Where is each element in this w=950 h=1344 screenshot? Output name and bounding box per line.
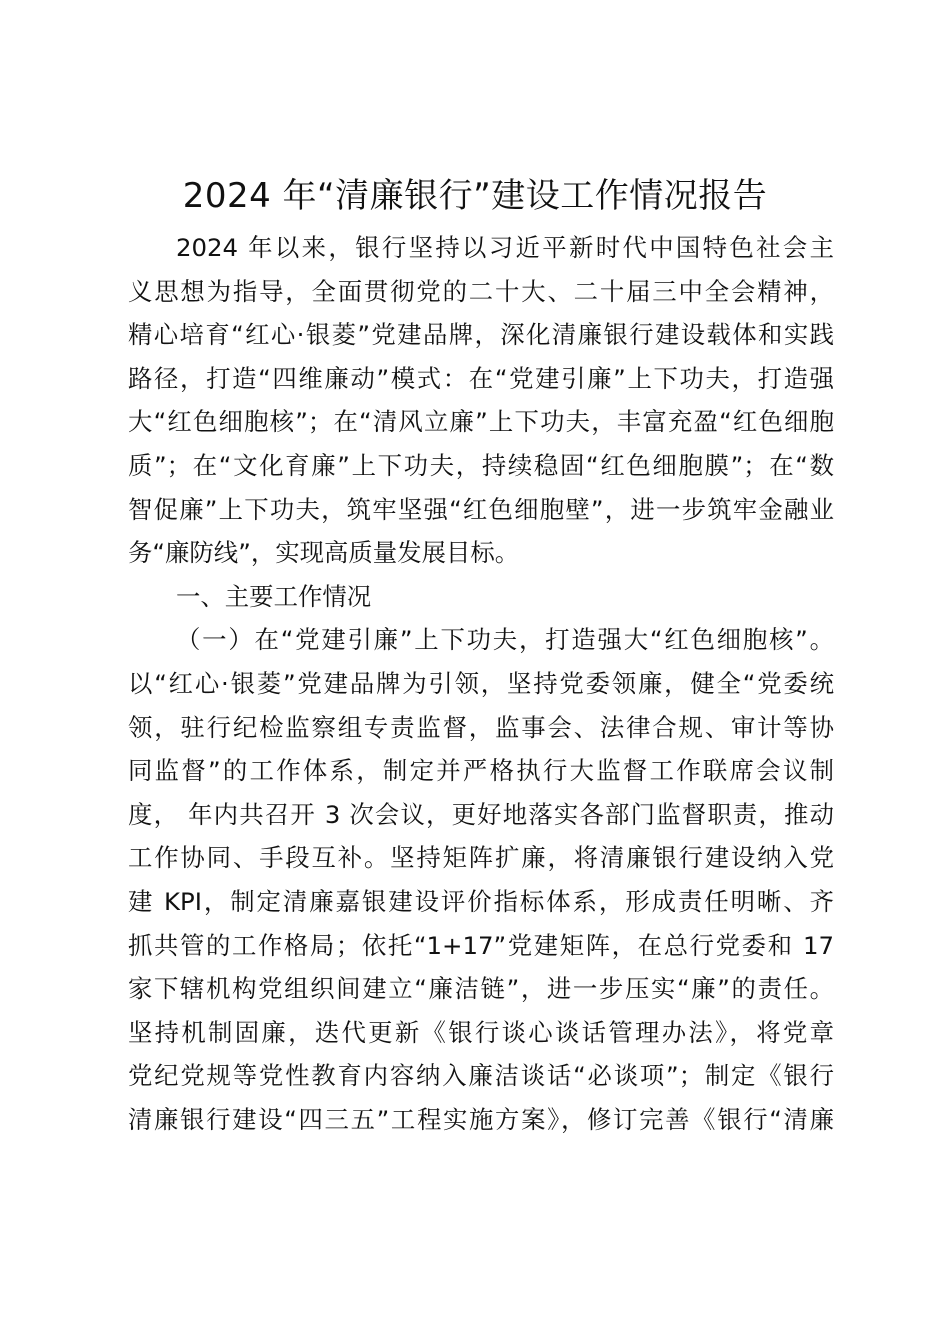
text-line: 智促廉”上下功夫，筑牢坚强“红色细胞壁”，进一步筑牢金融业 [128,494,834,524]
text-line: 2024 年以来，银行坚持以习近平新时代中国特色社会主 [176,233,834,262]
text-line: 领，驻行纪检监察组专责监督，监事会、法律合规、审计等协 [128,712,834,742]
text-line: 党纪党规等党性教育内容纳入廉洁谈话“必谈项”；制定《银行 [128,1061,834,1091]
text-line: 度， 年内共召开 3 次会议，更好地落实各部门监督职责，推动 [128,799,834,829]
document-body [128,226,834,1141]
text-line: 精心培育“红心·银菱”党建品牌，深化清廉银行建设载体和实践 [128,320,834,350]
text-line: 工作协同、手段互补。坚持矩阵扩廉，将清廉银行建设纳入党 [128,843,834,873]
text-line: 务“廉防线”，实现高质量发展目标。 [128,538,520,568]
text-line: 抓共管的工作格局；依托“1+17”党建矩阵，在总行党委和 17 [128,930,834,960]
text-line: 质”；在“文化育廉”上下功夫，持续稳固“红色细胞膜”；在“数 [128,450,834,480]
text-line: 以“红心·银菱”党建品牌为引领，坚持党委领廉，健全“党委统 [128,668,834,698]
text-line: 一、主要工作情况 [176,581,372,611]
text-line: 坚持机制固廉，迭代更新《银行谈心谈话管理办法》，将党章 [128,1017,834,1047]
text-line: 同监督”的工作体系，制定并严格执行大监督工作联席会议制 [128,756,834,786]
text-line: 义思想为指导，全面贯彻党的二十大、二十届三中全会精神， [128,276,834,306]
text-line: 路径，打造“四维廉动”模式：在“党建引廉”上下功夫，打造强 [128,363,834,393]
text-line: （一）在“党建引廉”上下功夫，打造强大“红色细胞核”。 [176,625,834,655]
text-line: 家下辖机构党组织间建立“廉洁链”，进一步压实“廉”的责任。 [128,974,834,1004]
text-line: 大“红色细胞核”；在“清风立廉”上下功夫，丰富充盈“红色细胞 [128,407,834,437]
text-line: 清廉银行建设“四三五”工程实施方案》，修订完善《银行“清廉 [128,1104,834,1134]
text-line: 建 KPI，制定清廉嘉银建设评价指标体系，形成责任明晰、齐 [128,886,834,916]
document-title: 2024 年“清廉银行”建设工作情况报告 [182,176,768,216]
